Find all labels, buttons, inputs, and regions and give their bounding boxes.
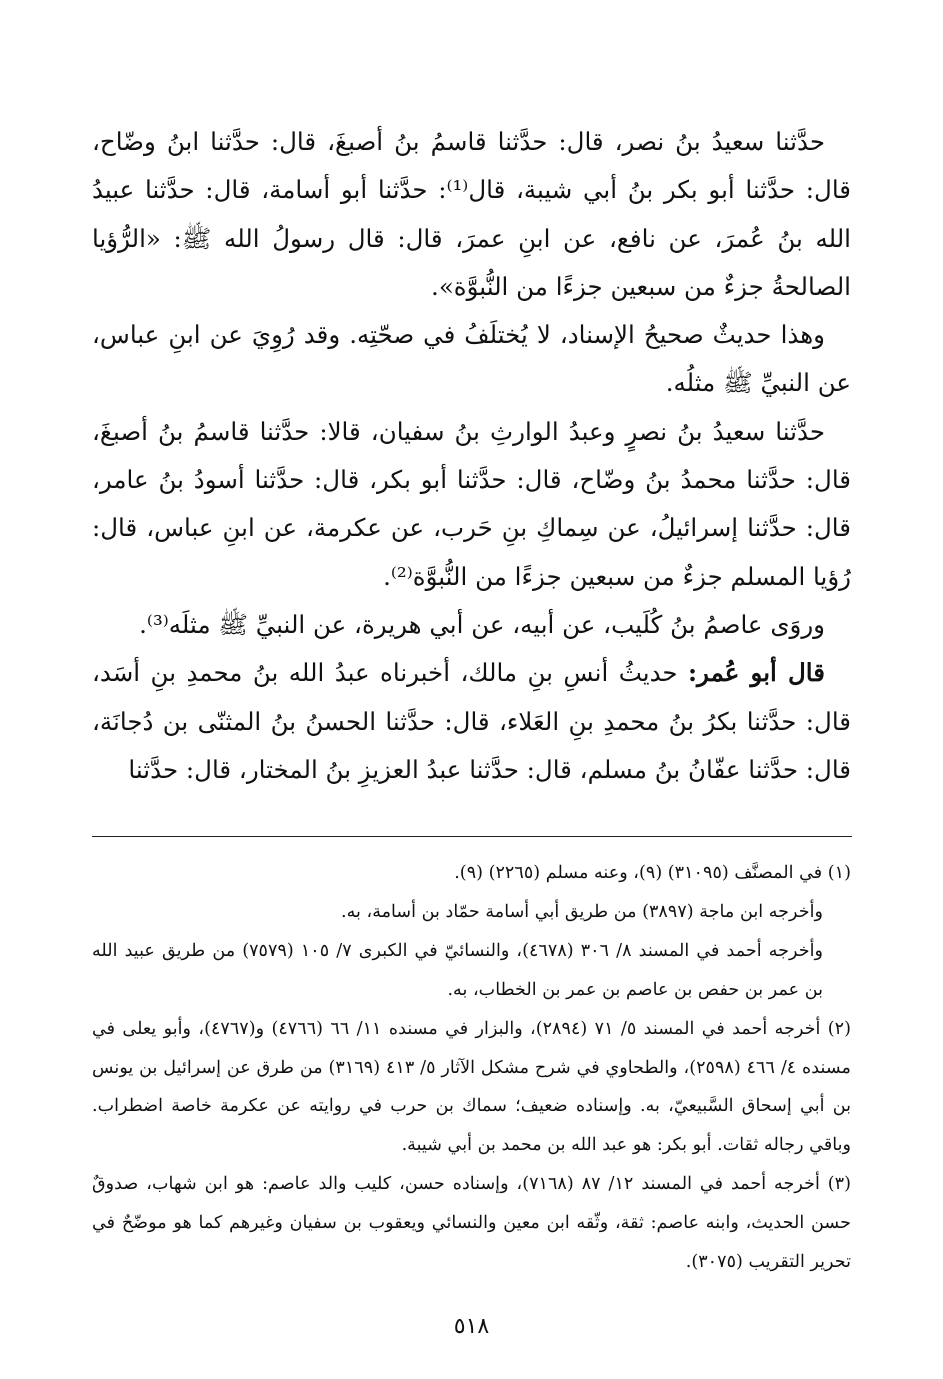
page-number: ٥١٨ — [453, 1314, 490, 1339]
footnote-1-cont-b: وأخرجه أحمد في المسند ٨/ ٣٠٦ (٤٦٧٨)، والنسائيّ في الكبرى ٧/ ١٠٥ (٧٥٧٩) من طريق عبيد الله بن عمر بن حفص بن عاصم بن عمر بن الخطاب، به. — [92, 940, 823, 1000]
footnote-3: (٣) أخرجه أحمد في المسند ١٢/ ٨٧ (٧١٦٨)، وإسناده حسن، كليب والد عاصم: هو ابن شهاب، صدوقٌ حسن الحديث، وابنه عاصم: ثقة، وثّقه ابن معين والنسائي ويعقوب بن سفيان وغيرهم كما هو موضّحٌ في تحرير التقريب (٣٠٧٥). — [92, 1174, 851, 1273]
footnote-2: (٢) أخرجه أحمد في المسند ٥/ ٧١ (٢٨٩٤)، والبزار في مسنده ١١/ ٦٦ (٤٧٦٦) و(٤٧٦٧)، وأبو يعلى في مسنده ٤/ ٤٦٦ (٢٥٩٨)، والطحاوي في شرح مشكل الآثار ٥/ ٤١٣ (٣١٦٩) من طرق عن إسرائيل بن يونس بن أبي إسحاق السَّبيعيّ، به. وإسناده ضعيف؛ سماك بن حرب في روايته عن عكرمة خاصة اضطراب. وباقي رجاله ثقات. أبو بكر: هو عبد الله بن محمد بن أبي شيبة. — [92, 1018, 851, 1156]
footnote-1-cont-a: وأخرجه ابن ماجة (٣٨٩٧) من طريق أبي أسامة حمّاد بن أسامة، به. — [341, 901, 823, 922]
paragraph-5 — [92, 649, 851, 794]
paragraph-2: وهذا حديثٌ صحيحُ الإسناد، لا يُختلَفُ في صحّتِه. وقد رُوِيَ عن ابنِ عباس، عن النبيِّ ﷺ مثلُه. — [92, 320, 851, 398]
paragraph-3: حدَّثنا سعيدُ بنُ نصرٍ وعبدُ الوارثِ بنُ سفيان، قالا: حدَّثنا قاسمُ بنُ أصبغَ، قال: حدَّثنا محمدُ بنُ وضّاح، قال: حدَّثنا أبو بكر، قال: حدَّثنا أسودُ بنُ عامر، قال: حدَّثنا إسرائيلُ، عن سِماكِ بنِ حَرب، عن عكرمة، عن ابنِ عباس، قال: رُؤيا المسلم جزءٌ من سبعين جزءًا من النُّبوَّة⁽²⁾. — [92, 416, 851, 591]
footnote-1: (١) في المصنَّف (٣١٠٩٥) (٩)، وعنه مسلم (٢٢٦٥) (٩). — [454, 863, 851, 883]
main-text — [92, 118, 851, 794]
paragraph-5-text: حديثُ أنسِ بنِ مالك، أخبرناه عبدُ الله بنُ محمدِ بنِ أسَد، قال: حدَّثنا بكرُ بنُ محمدِ بنِ العَلاء، قال: حدَّثنا الحسنُ بنُ المثنّى بن دُجانَة، قال: حدَّثنا عفّانُ بنُ مسلم، قال: حدَّثنا عبدُ العزيزِ بنُ المختار، قال: حدَّثنا — [92, 658, 851, 784]
paragraph-4: وروَى عاصمُ بنُ كُلَيب، عن أبيه، عن أبي هريرة، عن النبيِّ ﷺ مثلَه⁽³⁾. — [139, 609, 825, 639]
paragraph-1: حدَّثنا سعيدُ بنُ نصر، قال: حدَّثنا قاسمُ بنُ أصبغَ، قال: حدَّثنا ابنُ وضّاح، قال: حدَّثنا أبو بكر بنُ أبي شيبة، قال⁽¹⁾: حدَّثنا أبو أسامة، قال: حدَّثنا عبيدُ الله بنُ عُمرَ، عن نافع، عن ابنِ عمرَ، قال: قال رسولُ الله ﷺ: «الرُّؤيا الصالحةُ جزءٌ من سبعين جزءًا من النُّبوَّة». — [92, 127, 851, 301]
footnotes — [92, 854, 851, 1282]
speaker-label: قال أبو عُمر: — [688, 658, 825, 688]
footnote-separator — [92, 836, 852, 837]
